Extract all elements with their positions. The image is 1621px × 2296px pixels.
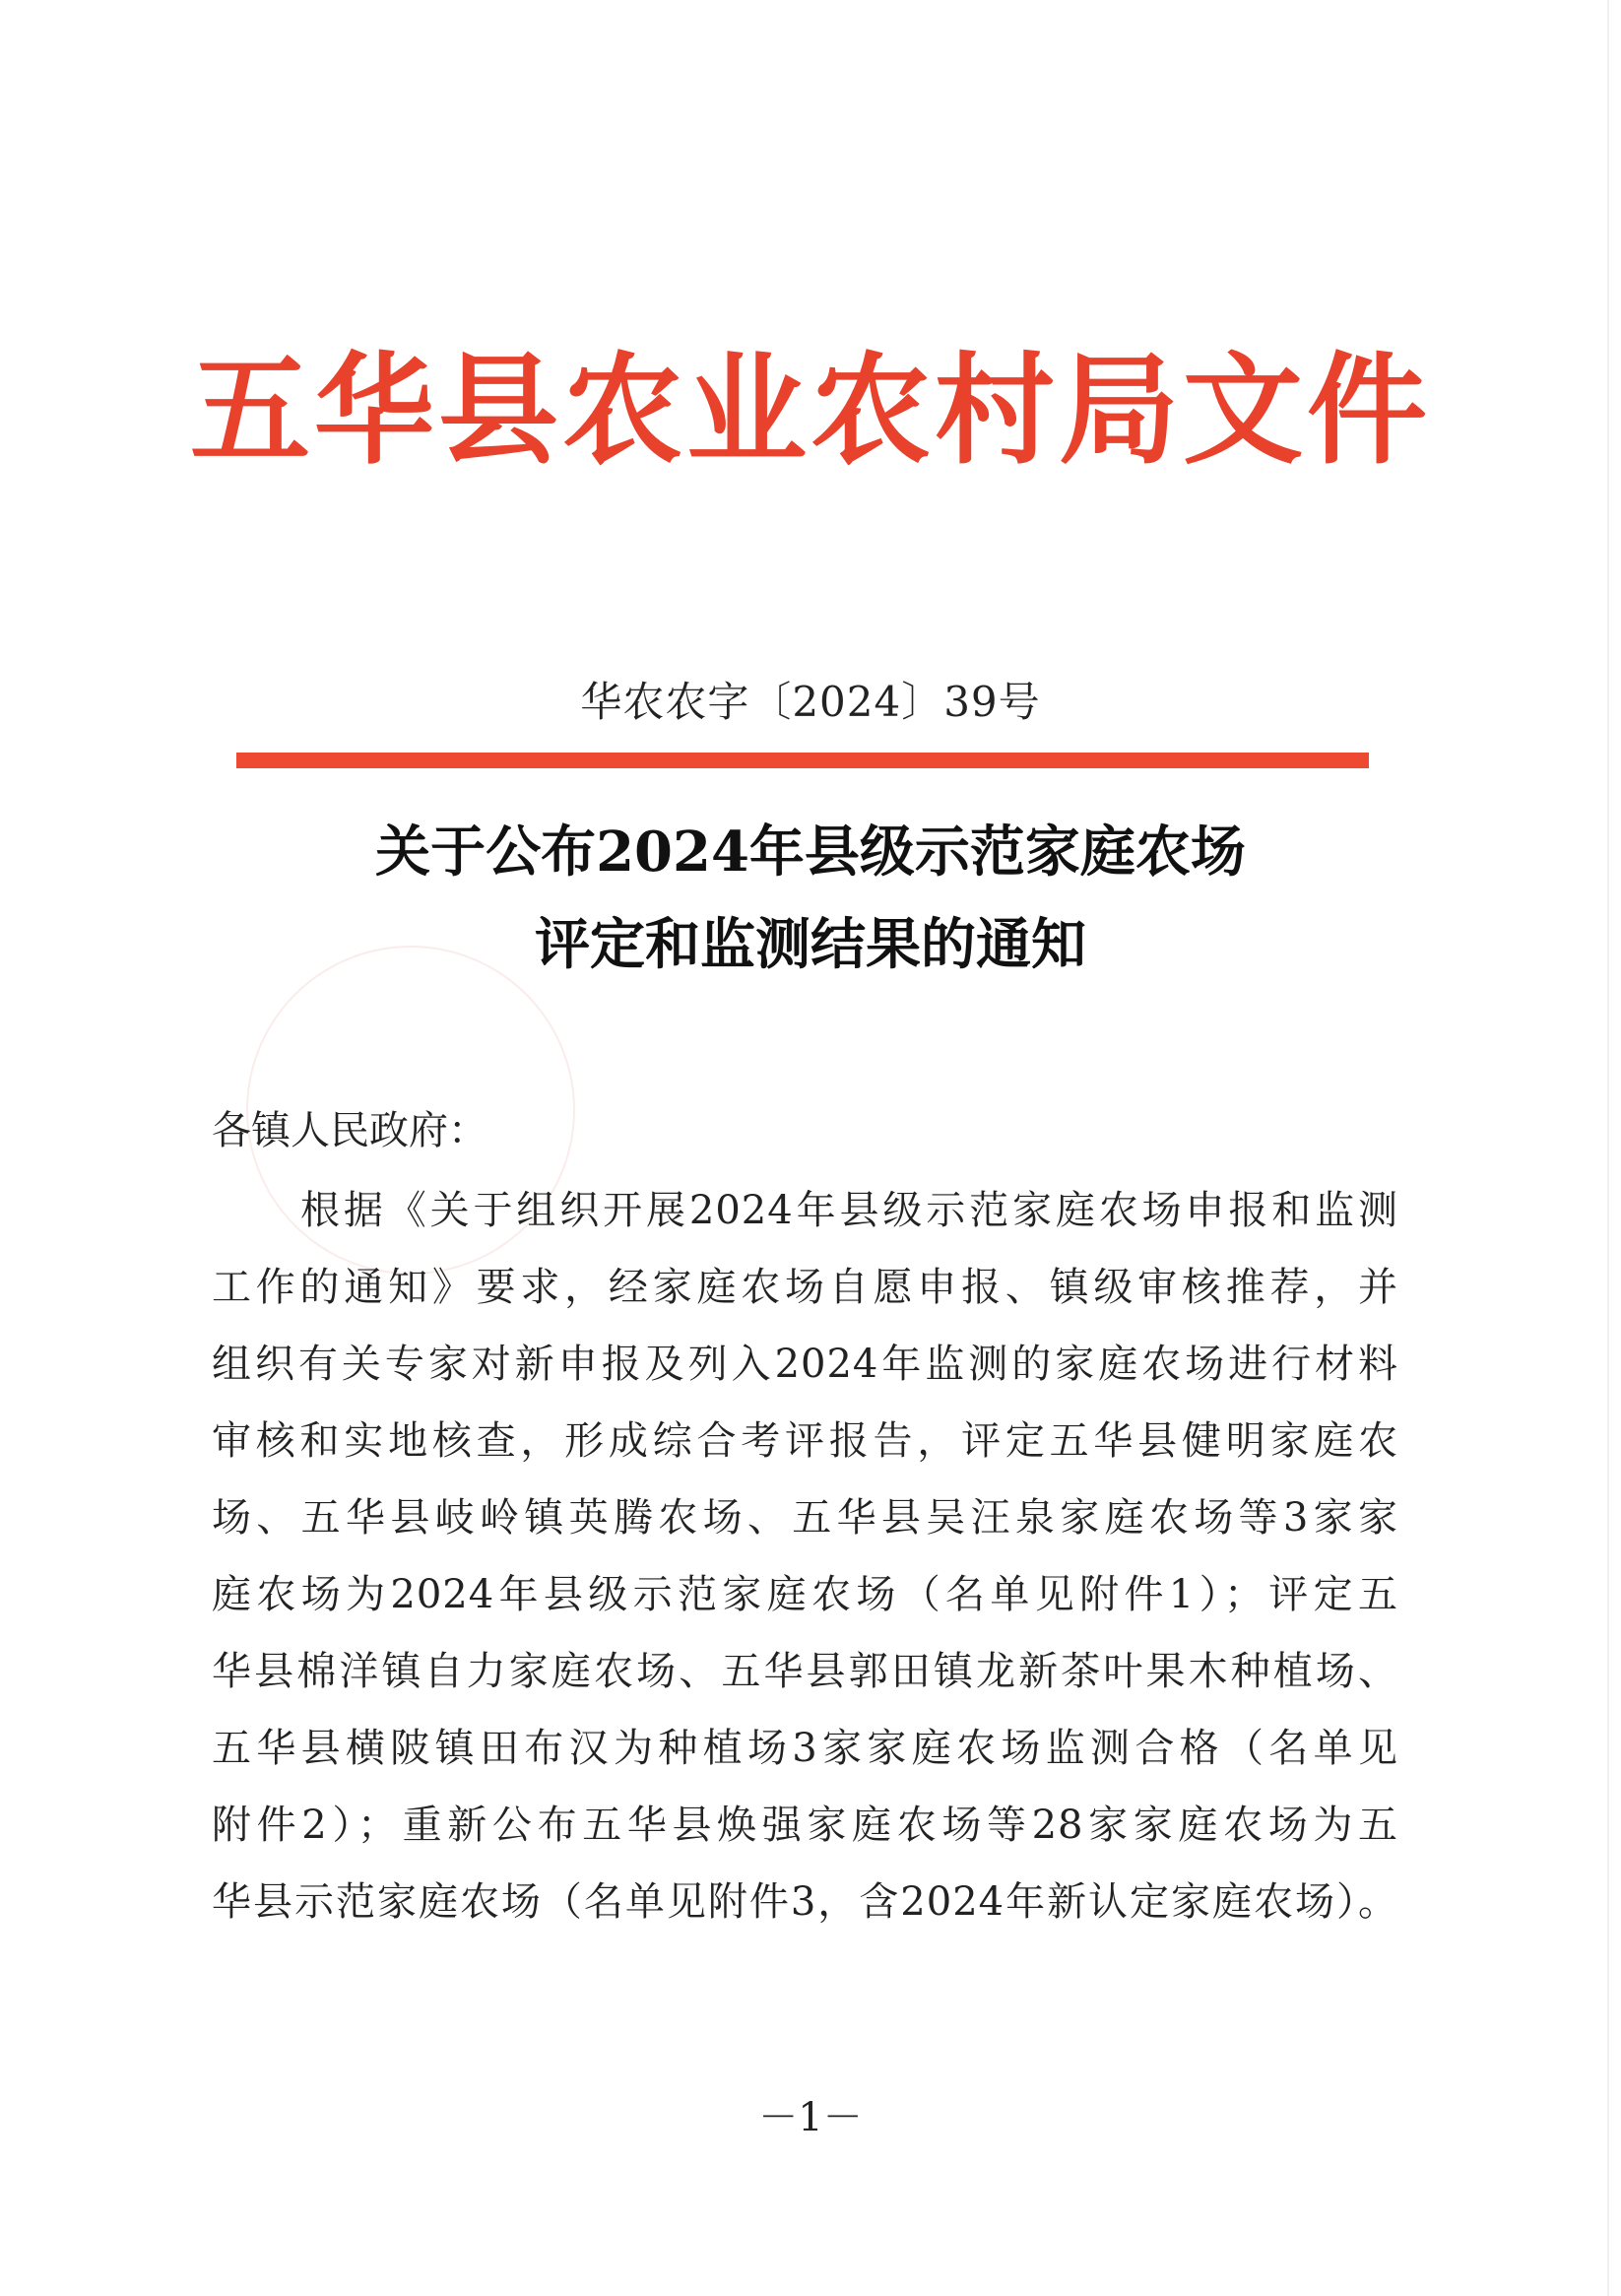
document-number: 华农农字〔2024〕39号 — [580, 678, 1041, 726]
paragraph-line: 工作的通知》要求，经家庭农场自愿申报、镇级审核推荐，并 — [212, 1265, 1398, 1310]
paragraph-line: 附件2）；重新公布五华县焕强家庭农场等28家家庭农场为五 — [212, 1803, 1398, 1848]
red-divider-rule — [236, 753, 1369, 768]
page-number: －1－ — [758, 2095, 863, 2140]
body-paragraph — [212, 1172, 1398, 1940]
notice-title — [0, 806, 1621, 991]
notice-title-line-1: 关于公布2024年县级示范家庭农场 — [375, 820, 1246, 885]
notice-title-line-2: 评定和监测结果的通知 — [535, 912, 1086, 977]
paragraph-line: 根据《关于组织开展2024年县级示范家庭农场申报和监测 — [300, 1188, 1398, 1233]
paragraph-line: 审核和实地核查，形成综合考评报告，评定五华县健明家庭农 — [212, 1418, 1398, 1464]
paragraph-line: 华县示范家庭农场（名单见附件3，含2024年新认定家庭农场）。 — [212, 1879, 1398, 1925]
notice-body — [212, 1091, 1398, 1940]
salutation: 各镇人民政府： — [212, 1108, 487, 1153]
paragraph-line: 五华县横陂镇田布汉为种植场3家家庭农场监测合格（名单见 — [212, 1726, 1398, 1771]
paragraph-line: 庭农场为2024年县级示范家庭农场（名单见附件1）；评定五 — [212, 1572, 1398, 1617]
paragraph-line: 场、五华县岐岭镇英腾农场、五华县吴汪泉家庭农场等3家家 — [212, 1495, 1398, 1541]
paragraph-line: 组织有关专家对新申报及列入2024年监测的家庭农场进行材料 — [212, 1342, 1398, 1387]
paragraph-line: 华县棉洋镇自力家庭农场、五华县郭田镇龙新茶叶果木种植场、 — [212, 1649, 1398, 1694]
masthead-title: 五华县农业农村局文件 — [190, 341, 1431, 481]
